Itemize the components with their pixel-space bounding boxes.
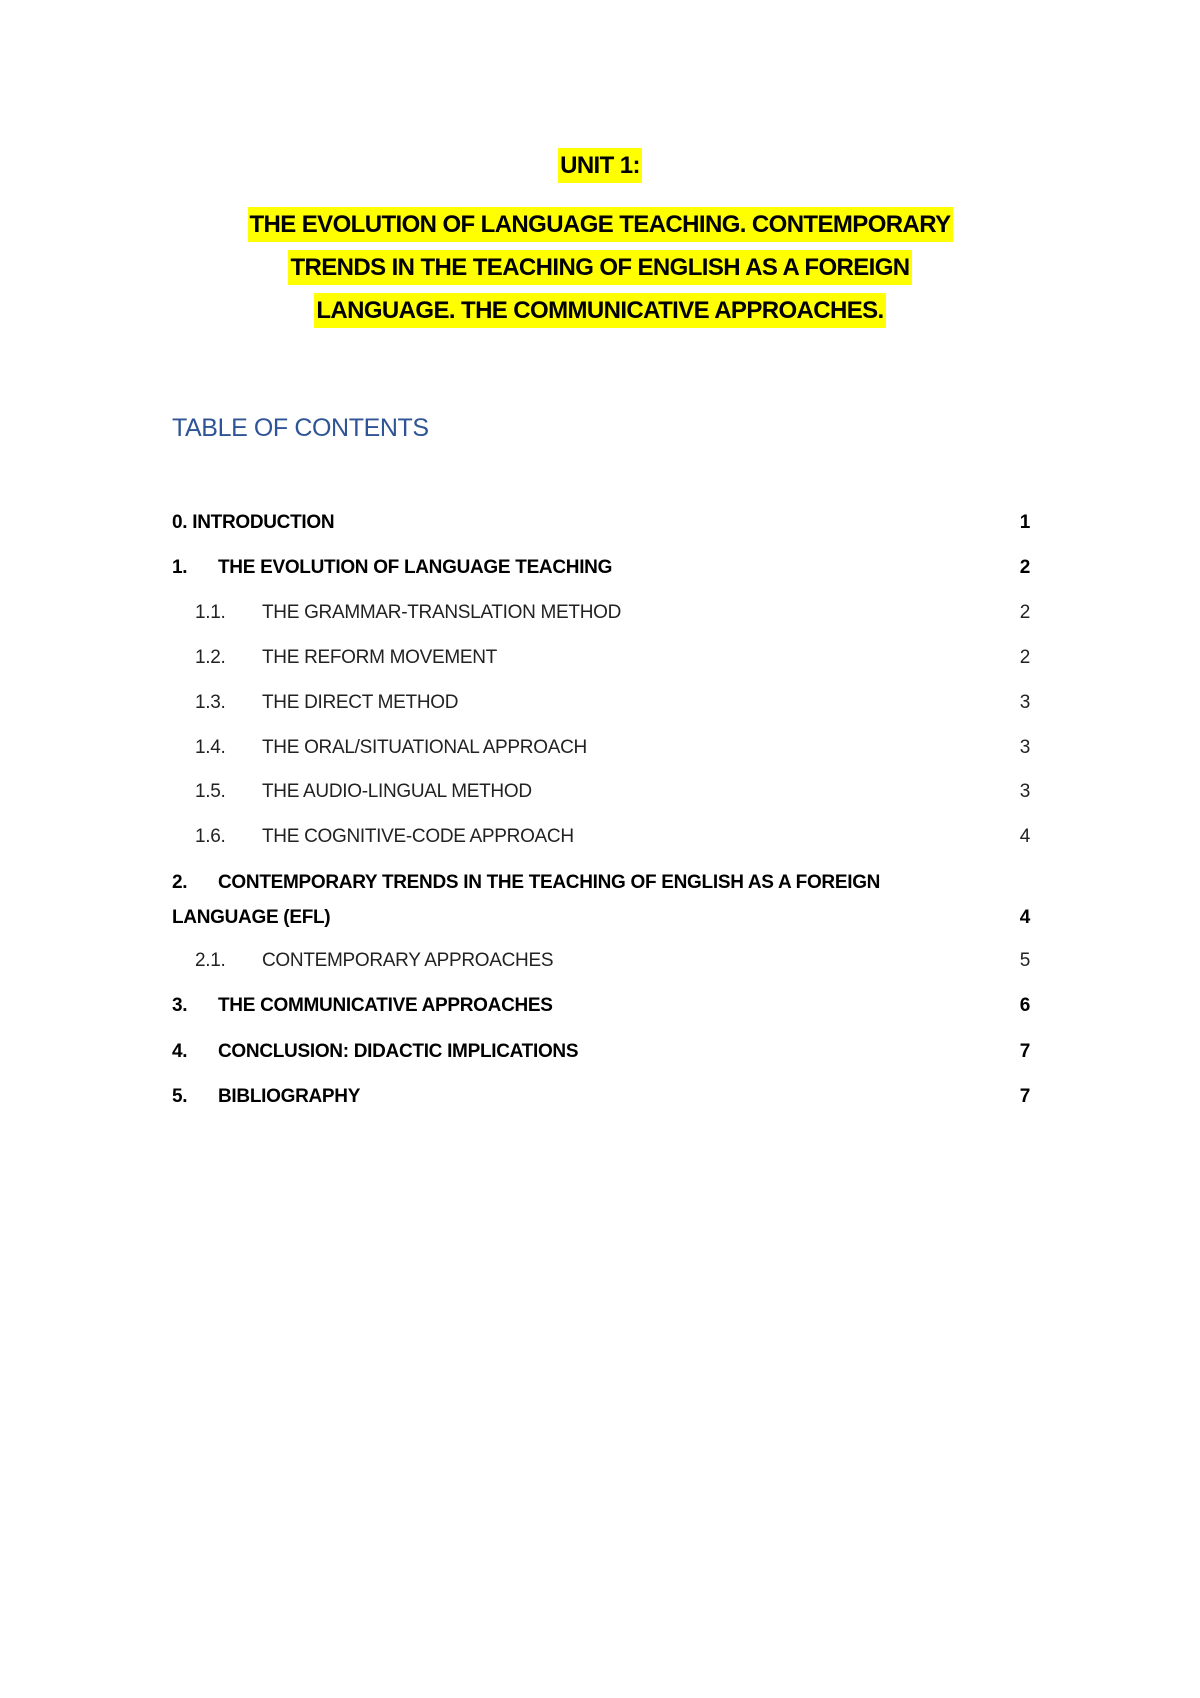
toc-number: 2.: [172, 872, 188, 893]
toc-text: THE EVOLUTION OF LANGUAGE TEACHING: [218, 557, 613, 578]
toc-entry[interactable]: [172, 871, 1030, 931]
unit-label: UNIT 1:: [558, 148, 642, 183]
toc-number: 0.: [172, 512, 188, 533]
title-line-1: [0, 207, 1200, 243]
toc-number: 1.2.: [195, 647, 226, 668]
toc-text: BIBLIOGRAPHY: [218, 1086, 361, 1107]
title-line-3: [0, 293, 1200, 329]
toc-page: 5: [1019, 950, 1030, 971]
toc-text: THE GRAMMAR-TRANSLATION METHOD: [262, 602, 622, 623]
toc-page: 1: [1019, 512, 1030, 533]
toc-heading: TABLE OF CONTENTS: [172, 414, 429, 442]
toc-text-continued: LANGUAGE (EFL): [172, 907, 331, 928]
toc-number: 1.3.: [195, 692, 226, 713]
toc-text: CONTEMPORARY TRENDS IN THE TEACHING OF ENGLISH AS A FOREIGN: [218, 872, 881, 893]
toc-number: 3.: [172, 995, 188, 1016]
toc-number: 1.6.: [195, 826, 226, 847]
unit-label-line: [0, 148, 1200, 184]
toc-page: 4: [1019, 907, 1030, 928]
toc-page: 3: [1019, 781, 1030, 802]
toc-text: THE COMMUNICATIVE APPROACHES: [218, 995, 553, 1016]
title-text: THE EVOLUTION OF LANGUAGE TEACHING. CONTEMPORARY: [248, 207, 953, 242]
toc-number: 1.1.: [195, 602, 226, 623]
toc-text: THE DIRECT METHOD: [262, 692, 459, 713]
title-text: LANGUAGE. THE COMMUNICATIVE APPROACHES.: [314, 293, 885, 328]
title-text: TRENDS IN THE TEACHING OF ENGLISH AS A FOREIGN: [288, 250, 911, 285]
toc-text: CONTEMPORARY APPROACHES: [262, 950, 554, 971]
toc-page: 7: [1019, 1086, 1030, 1107]
toc-text: THE ORAL/SITUATIONAL APPROACH: [262, 737, 587, 758]
toc-page: 4: [1019, 826, 1030, 847]
title-line-2: [0, 250, 1200, 286]
toc-page: 3: [1019, 737, 1030, 758]
toc-number: 1.: [172, 557, 188, 578]
toc-number: 4.: [172, 1041, 188, 1062]
toc-page: 2: [1019, 602, 1030, 623]
toc-page: 7: [1019, 1041, 1030, 1062]
toc-text: THE COGNITIVE-CODE APPROACH: [262, 826, 574, 847]
toc-page: 2: [1019, 647, 1030, 668]
toc-page: 6: [1019, 995, 1030, 1016]
toc-number: 1.4.: [195, 737, 226, 758]
toc-text: CONCLUSION: DIDACTIC IMPLICATIONS: [218, 1041, 579, 1062]
toc-number: 2.1.: [195, 950, 226, 971]
toc-text: INTRODUCTION: [192, 512, 335, 533]
toc-page: 2: [1019, 557, 1030, 578]
toc-text: THE REFORM MOVEMENT: [262, 647, 497, 668]
toc-number: 1.5.: [195, 781, 226, 802]
toc-text: THE AUDIO-LINGUAL METHOD: [262, 781, 532, 802]
toc-number: 5.: [172, 1086, 188, 1107]
toc-entry[interactable]: [172, 511, 1030, 535]
toc-page: 3: [1019, 692, 1030, 713]
